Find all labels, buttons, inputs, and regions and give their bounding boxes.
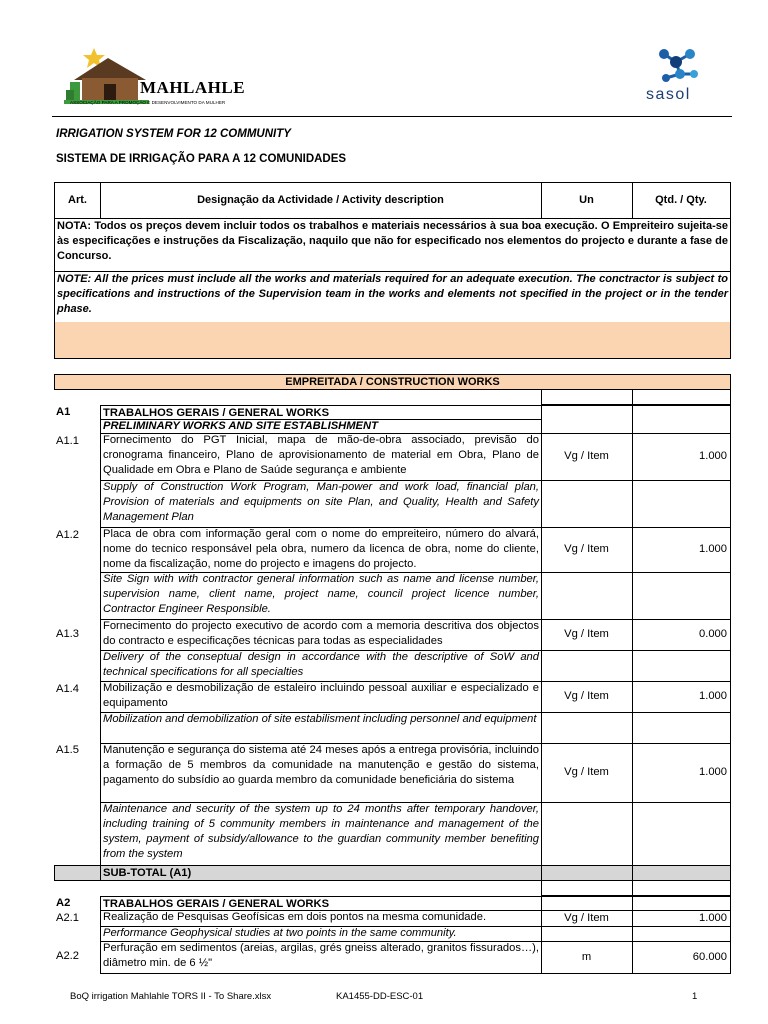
blank-cell xyxy=(541,572,633,620)
header-quantity: Qtd. / Qty. xyxy=(632,182,731,219)
title-portuguese: SISTEMA DE IRRIGAÇÃO PARA A 12 COMUNIDADES xyxy=(56,153,347,165)
art-a1-5: A1.5 xyxy=(56,744,80,756)
art-a1-2: A1.2 xyxy=(56,529,80,541)
a1-3-quantity: 0.000 xyxy=(632,619,731,651)
mahlahle-logo xyxy=(64,42,254,110)
footer-page-number: 1 xyxy=(692,991,698,1002)
blank-cell xyxy=(541,480,633,528)
a1-2-description-pt: Placa de obra com informação geral com o nome do empreiteiro, número do alvará, nome do tecnico responsável pela obra, numero da licenca de obra, nome do cliente, nome da fiscalização, nome do projecto e imagens do projecto. xyxy=(100,527,542,573)
a2-1-unit: Vg / Item xyxy=(541,910,633,927)
footer-filename: BoQ irrigation Mahlahle TORS II - To Share.xlsx xyxy=(70,991,272,1002)
a1-1-description-en: Supply of Construction Work Program, Man-power and work load, financial plan, Provision of materials and equipments on site Plan, and Quality, Health and Safety Management Plan xyxy=(100,480,542,528)
a2-2-unit: m xyxy=(541,941,633,974)
a2-title: TRABALHOS GERAIS / GENERAL WORKS xyxy=(100,896,542,911)
a1-5-quantity: 1.000 xyxy=(632,743,731,803)
a1-4-description-pt: Mobilização e desmobilização de estaleiro incluindo pessoal auxiliar e especializado e equipamento xyxy=(100,681,542,713)
a2-2-description-pt: Perfuração em sedimentos (areias, argilas, grés gneiss alterado, granitos fissurados…), diâmetro min. de 6 ½" xyxy=(100,941,542,974)
blank-cell xyxy=(632,405,731,434)
a2-1-description-pt: Realização de Pesquisas Geofísicas em dois pontos na mesma comunidade. xyxy=(100,910,542,927)
note-english: NOTE: All the prices must include all the works and materials required for an adequate execution. The conctractor is subject to specifications and instructions of the Supervision team in the works and elements not specified in the project or in the tender phase. xyxy=(54,271,731,323)
art-a2: A2 xyxy=(56,897,71,909)
a2-1-description-en: Performance Geophysical studies at two points in the same community. xyxy=(100,926,542,942)
blank-cell xyxy=(632,650,731,682)
a1-2-description-en: Site Sign with with contractor general information such as name and license number, supervision name, client name, project name, council project licence number, Contractor Engineer Responsible. xyxy=(100,572,542,620)
header-description: Designação da Actividade / Activity description xyxy=(100,182,542,219)
blank-cell xyxy=(632,896,731,911)
a1-4-description-en: Mobilization and demobilization of site estabilisment including personnel and equipment xyxy=(100,712,542,744)
art-a2-2: A2.2 xyxy=(56,950,80,962)
blank-cell xyxy=(541,712,633,744)
blank-cell xyxy=(541,650,633,682)
a1-4-quantity: 1.000 xyxy=(632,681,731,713)
blank-cell xyxy=(541,389,633,405)
art-a1-3: A1.3 xyxy=(56,628,80,640)
footer-document-code: KA1455-DD-ESC-01 xyxy=(336,991,424,1002)
art-a1-4: A1.4 xyxy=(56,683,80,695)
art-a1-1: A1.1 xyxy=(56,435,80,447)
art-a2-1: A2.1 xyxy=(56,912,80,924)
a2-2-quantity: 60.000 xyxy=(632,941,731,974)
blank-cell xyxy=(541,926,633,942)
a1-subtotal-label: SUB-TOTAL (A1) xyxy=(100,865,542,881)
blank-cell xyxy=(632,389,731,405)
org-logo-tagline: ASSOCIAÇÃO PARA A PROMOÇÃO E DESENVOLVIMENTO DA MULHER xyxy=(70,100,226,105)
header-divider xyxy=(52,116,732,117)
a1-3-unit: Vg / Item xyxy=(541,619,633,651)
blank-cell xyxy=(541,896,633,911)
sasol-logo xyxy=(640,44,720,106)
blank-cell xyxy=(632,802,731,866)
a1-4-unit: Vg / Item xyxy=(541,681,633,713)
blank-cell xyxy=(541,405,633,434)
a1-5-description-en: Maintenance and security of the system up to 24 months after temporary handover, including training of 5 community members in maintenance and management of the system, payment of subsidy/allowance to the guardian community member benefiting from the system xyxy=(100,802,542,866)
org-logo-name: MAHLAHLE xyxy=(140,78,246,97)
a1-2-unit: Vg / Item xyxy=(541,527,633,573)
a1-1-unit: Vg / Item xyxy=(541,433,633,481)
blank-cell xyxy=(632,480,731,528)
title-english: IRRIGATION SYSTEM FOR 12 COMMUNITY xyxy=(56,128,291,140)
a1-5-unit: Vg / Item xyxy=(541,743,633,803)
blank-cell xyxy=(632,572,731,620)
a1-title: TRABALHOS GERAIS / GENERAL WORKS xyxy=(100,405,542,420)
header-art: Art. xyxy=(54,182,101,219)
note-portuguese: NOTA: Todos os preços devem incluir todos os trabalhos e materiais necessários à sua boa execução. O Empreiteiro sujeita-se às especificações e instruções da Fiscalização, naquilo que não for especificado nos elementos do projecto e durante a fase de Concurso. xyxy=(54,218,731,272)
section-construction-works: EMPREITADA / CONSTRUCTION WORKS xyxy=(54,374,731,390)
a1-1-description-pt: Fornecimento do PGT Inicial, mapa de mão-de-obra associado, previsão do cronograma financeiro, Plano de aprovisionamento de material em Obra, Plano de Qualidade em Obra e Plano de Saúde segurança e ambiente xyxy=(100,433,542,481)
blank-cell xyxy=(541,802,633,866)
a1-3-description-pt: Fornecimento do projecto executivo de acordo com a memoria descritiva dos objectos do contracto e especificações técnicas para todas as especialidades xyxy=(100,619,542,651)
blank-cell xyxy=(541,865,633,881)
blank-cell xyxy=(632,926,731,942)
a1-subtitle: PRELIMINARY WORKS AND SITE ESTABLISHMENT xyxy=(100,419,542,434)
a1-5-description-pt: Manutenção e segurança do sistema até 24 meses após a entrega provisória, incluindo a formação de 5 membros da comunidade na manutenção e gestão do sistema, pagamento do subsídio ao guarda membro da comunidade beneficiária do sistema xyxy=(100,743,542,803)
a2-1-quantity: 1.000 xyxy=(632,910,731,927)
a1-3-description-en: Delivery of the conseptual design in accordance with the descriptive of SoW and technical specifications for all specialties xyxy=(100,650,542,682)
art-a1: A1 xyxy=(56,406,71,418)
client-logo-name: sasol xyxy=(646,86,691,103)
blank-cell xyxy=(632,880,731,896)
blank-cell xyxy=(632,712,731,744)
a1-2-quantity: 1.000 xyxy=(632,527,731,573)
blank-cell xyxy=(541,880,633,896)
header-unit: Un xyxy=(541,182,633,219)
empty-highlight-row xyxy=(54,322,731,359)
sasol-molecule-logo-icon xyxy=(640,44,720,84)
a1-1-quantity: 1.000 xyxy=(632,433,731,481)
